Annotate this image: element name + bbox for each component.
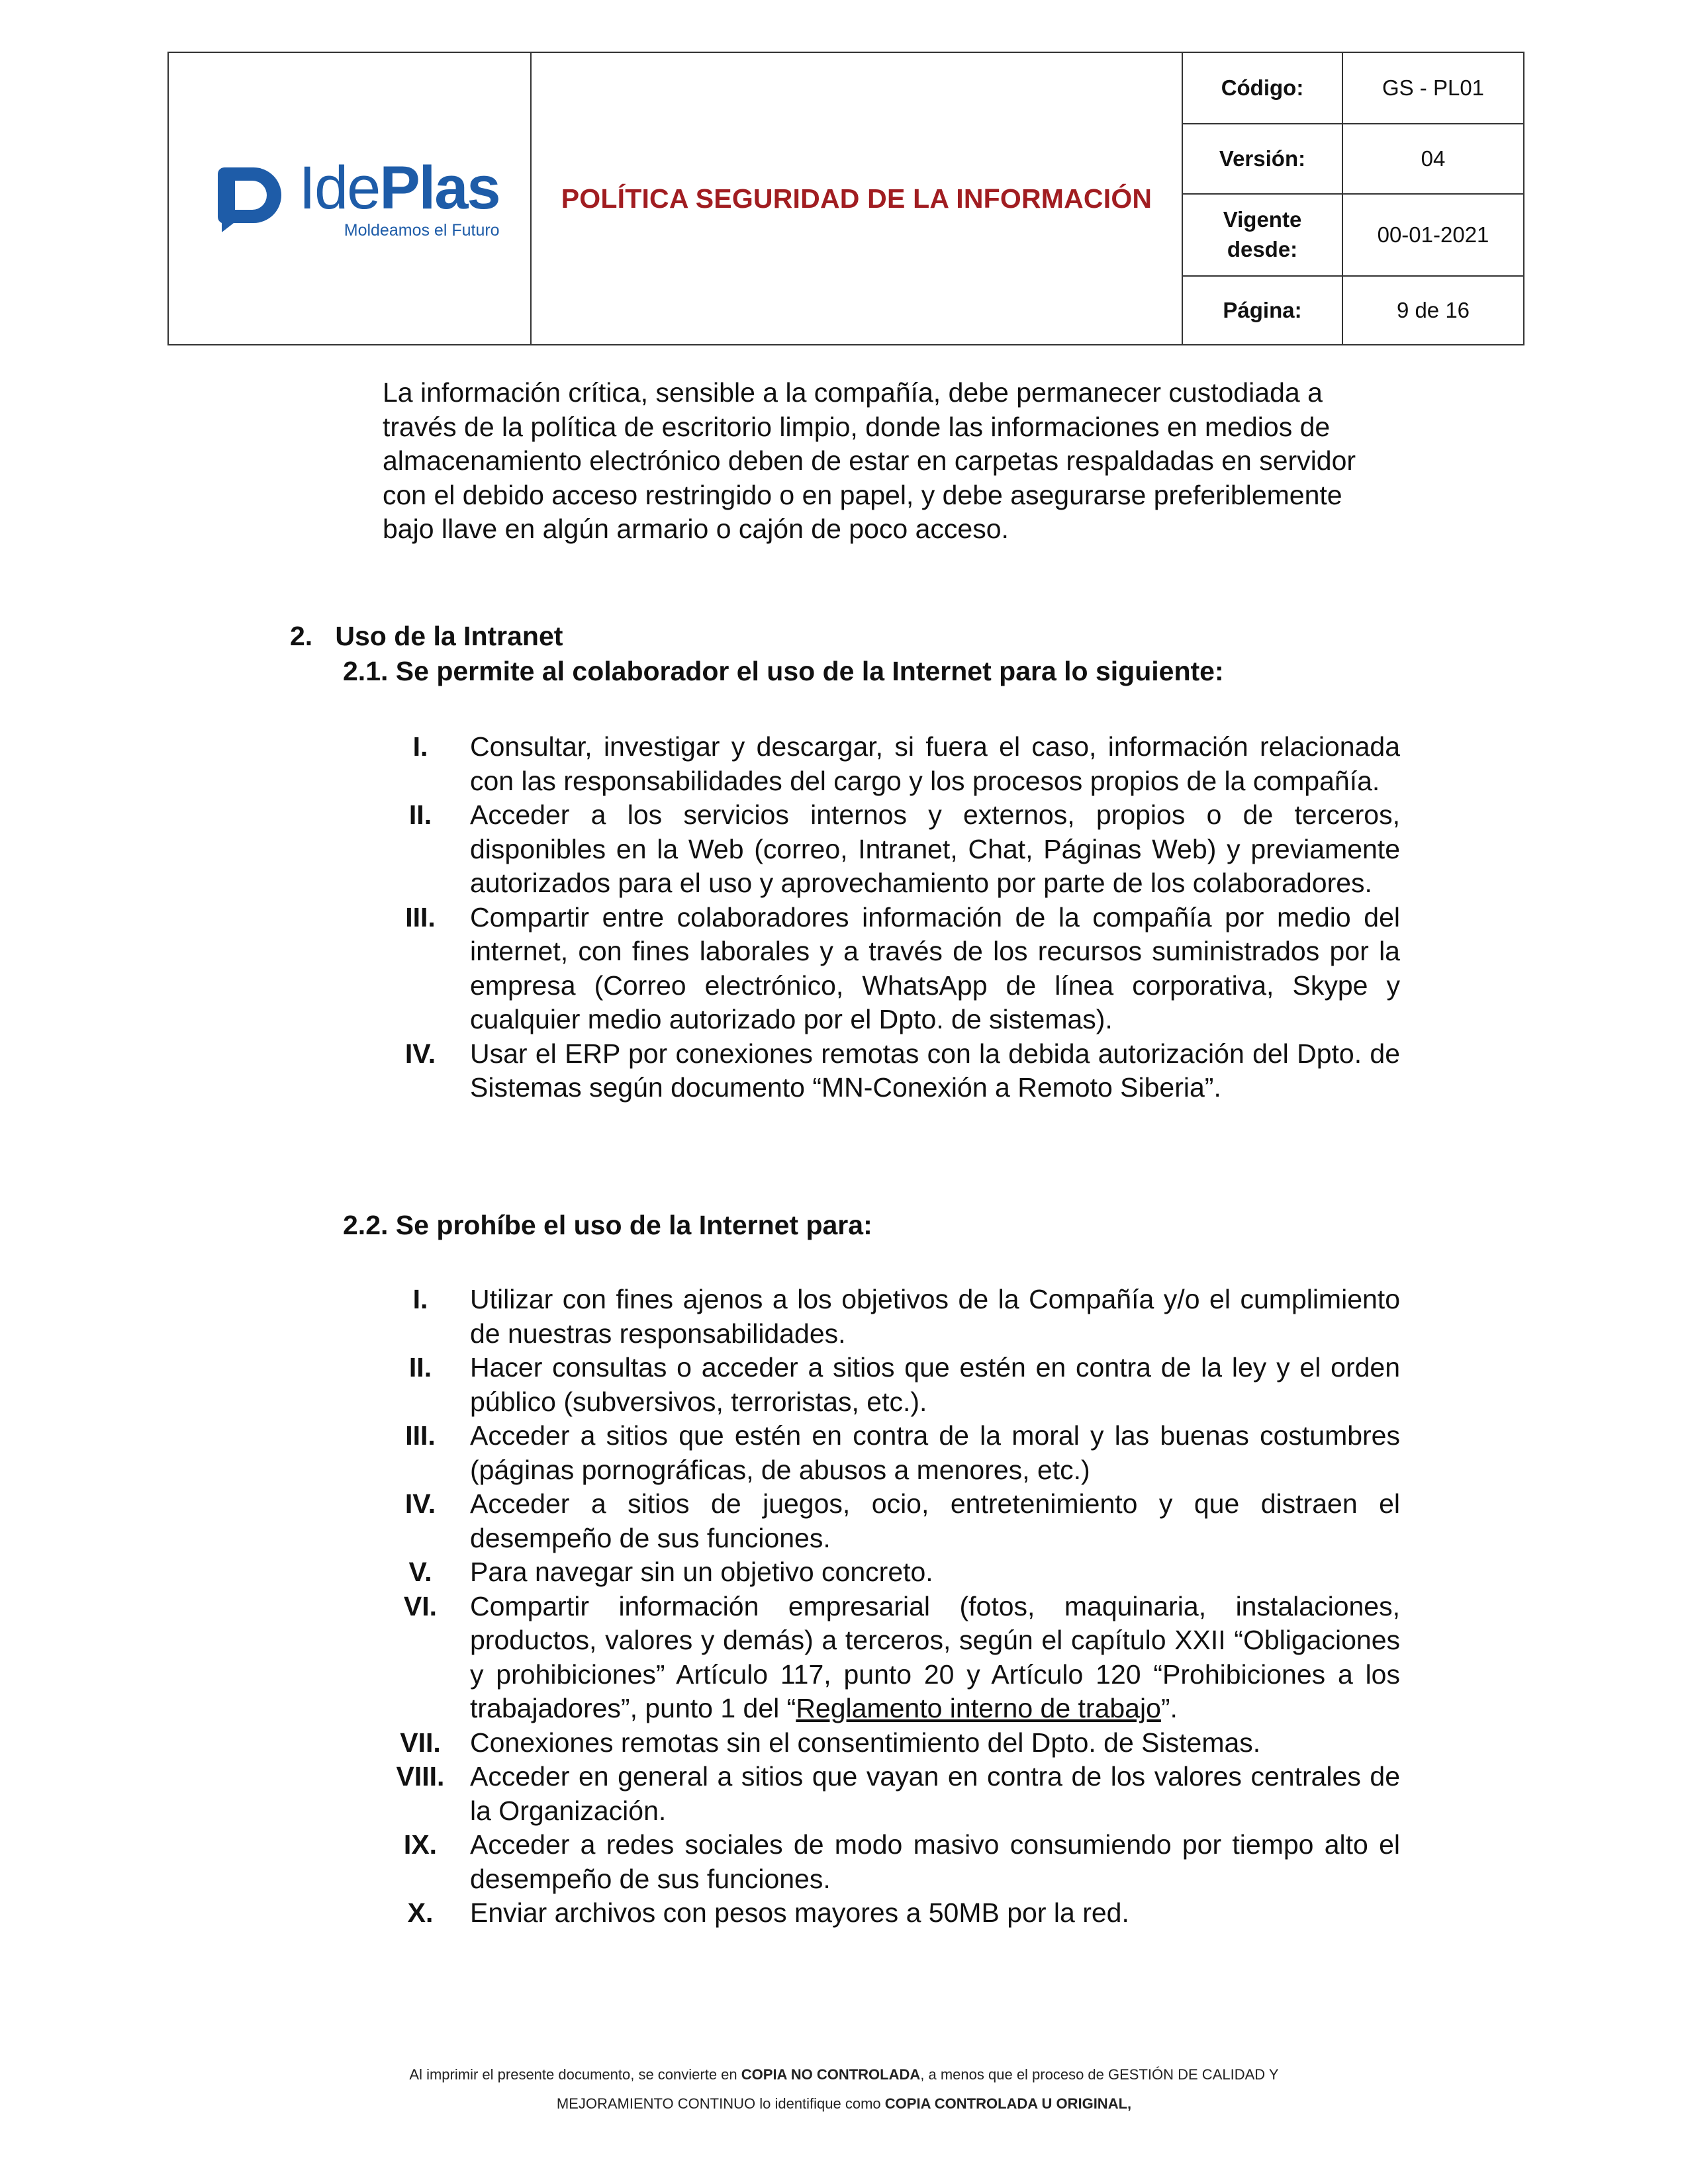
section-number: 2. [290, 621, 313, 651]
subsection-2-1-heading: 2.1. Se permite al colaborador el uso de la Internet para lo siguiente: [343, 656, 1224, 686]
prohibited-uses-list [371, 1283, 1403, 1931]
list-item: III. Compartir entre colaboradores información de la compañía por medio del internet, con fines laborales y a través de los recursos suministrados por la empresa (Correo electrónico, WhatsApp de línea corporativa, Skype y cualquier medio autorizado por el Dpto. de sistemas). [405, 901, 1400, 1034]
version-label: Versión: [1219, 146, 1306, 171]
list-item: VI. Compartir información empresarial (fotos, maquinaria, instalaciones, productos, valores y demás) a terceros, según el capítulo XXII “Obligaciones y prohibiciones” Artículo 117, punto 20 y Artículo 120 “Prohibiciones a los trabajadores”, punto 1 del “Reglamento interno de trabajo”. [403, 1590, 1400, 1723]
section-heading [290, 621, 563, 652]
list-item: III. Acceder a sitios que estén en contra de la moral y las buenas costumbres (páginas pornográficas, de abusos a menores, etc.) [405, 1420, 1400, 1485]
company-logo [212, 154, 500, 240]
logo-word-plas: Plas [379, 154, 500, 222]
list-item: I. Consultar, investigar y descargar, si fuera el caso, información relacionada con las responsabilidades del cargo y los procesos propios de la compañía. [412, 731, 1400, 796]
version-value: 04 [1421, 146, 1446, 171]
list-item: IV. Usar el ERP por conexiones remotas con la debida autorización del Dpto. de Sistemas según documento “MN-Conexión a Remoto Siberia”. [404, 1038, 1400, 1103]
valid-from-value: 00-01-2021 [1377, 222, 1489, 247]
list-item: I. Utilizar con fines ajenos a los objetivos de la Compañía y/o el cumplimiento de nuestras responsabilidades. [412, 1284, 1400, 1349]
list-item: IV. Acceder a sitios de juegos, ocio, entretenimiento y que distraen el desempeño de sus funciones. [404, 1488, 1400, 1553]
subsection-2-2-heading: 2.2. Se prohíbe el uso de la Internet para: [343, 1210, 872, 1240]
logo-cell [169, 53, 530, 344]
logo-word-ide: Ide [299, 154, 380, 222]
list-item: V. Para navegar sin un objetivo concreto. [408, 1557, 933, 1587]
footer-line-1: Al imprimir el presente documento, se convierte en COPIA NO CONTROLADA, a menos que el proceso de GESTIÓN DE CALIDAD Y [409, 2066, 1279, 2083]
code-label: Código: [1221, 75, 1304, 100]
page-value: 9 de 16 [1396, 298, 1470, 322]
document-header [167, 52, 1524, 345]
page-label: Página: [1223, 297, 1302, 322]
list-item: IX. Acceder a redes sociales de modo masivo consumiendo por tiempo alto el desempeño de sus funciones. [403, 1829, 1400, 1894]
document-title: POLÍTICA SEGURIDAD DE LA INFORMACIÓN [561, 183, 1152, 214]
list-item: X. Enviar archivos con pesos mayores a 50MB por la red. [407, 1897, 1129, 1928]
logo-tagline: Moldeamos el Futuro [344, 220, 500, 240]
list-item: II. Hacer consultas o acceder a sitios que estén en contra de la ley y el orden público (subversivos, terroristas, etc.). [408, 1352, 1400, 1417]
allowed-uses-list [371, 730, 1403, 1105]
valid-from-label: Vigente desde: [1223, 207, 1302, 261]
title-cell [532, 53, 1182, 344]
list-item: II. Acceder a los servicios internos y externos, propios o de terceros, disponibles en la Web (correo, Intranet, Chat, Páginas Web) y previamente autorizados para el uso y aprovechamiento por parte de los colaboradores. [408, 799, 1400, 898]
intro-paragraph: La información crítica, sensible a la compañía, debe permanecer custodiada a través de la política de escritorio limpio, donde las informaciones en medios de almacenamiento electrónico deben de estar en carpetas respaldadas en servidor con el debido acceso restringido o en papel, y debe asegurarse preferiblemente bajo llave en algún armario o cajón de poco acceso. [383, 377, 1356, 544]
list-item: VIII. Acceder en general a sitios que vayan en contra de los valores centrales de la Organización. [396, 1761, 1400, 1826]
code-value: GS - PL01 [1382, 75, 1485, 100]
footer-line-2: MEJORAMIENTO CONTINUO lo identifique como COPIA CONTROLADA U ORIGINAL, [556, 2095, 1132, 2112]
regulation-link: Reglamento interno de trabajo [796, 1693, 1161, 1723]
list-item: VII. Conexiones remotas sin el consentimiento del Dpto. de Sistemas. [400, 1727, 1261, 1758]
logo-mark-icon [212, 162, 285, 235]
section-title: Uso de la Intranet [335, 621, 563, 651]
